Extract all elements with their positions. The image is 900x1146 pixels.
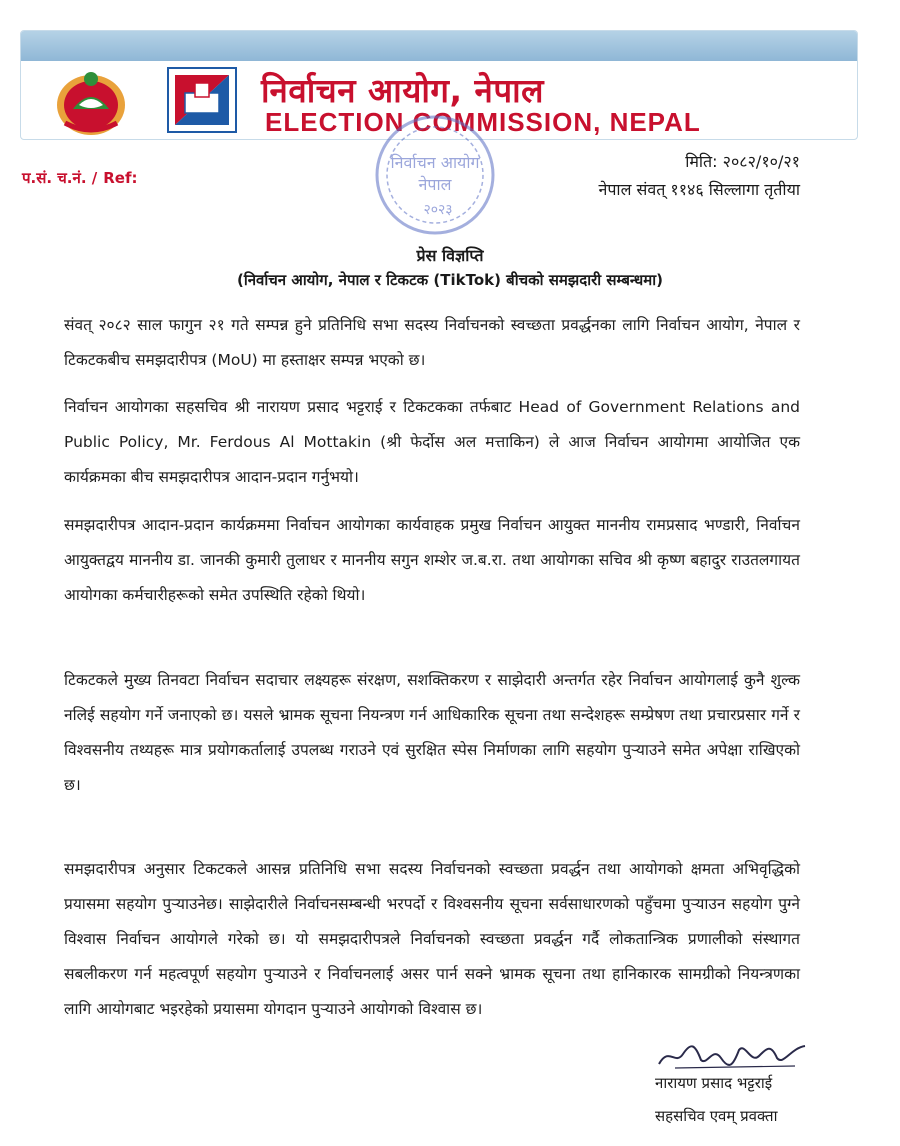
- nepal-sambat-line: नेपाल संवत् ११४६ सिल्लागा तृतीया: [598, 180, 800, 199]
- handwritten-signature: [655, 1036, 810, 1072]
- reference-label-nepali: प.सं. च.नं. /: [22, 169, 98, 187]
- date-block: [598, 148, 800, 204]
- signatory-name: नारायण प्रसाद भट्टराई: [655, 1074, 773, 1092]
- paragraph: टिकटकले मुख्य तिनवटा निर्वाचन सदाचार लक्ष्यहरू संरक्षण, सशक्तिकरण र साझेदारी अन्तर्गत रहेर निर्वाचन आयोगलाई कुनै शुल्क नलिई सहयोग गर्ने जनाएको छ। यसले भ्रामक सूचना नियन्त्रण गर्न आधिकारिक सूचना तथा सन्देशहरू सम्प्रेषण तथा प्रचारप्रसार गर्ने र विश्वसनीय तथ्यहरू मात्र प्रयोगकर्तालाई उपलब्ध गराउने एवं सुरक्षित स्पेस निर्माणका लागि सहयोग पुर्‍याउने समेत अपेक्षा राखिएको छ।: [64, 671, 800, 794]
- commission-name-nepali: निर्वाचन आयोग, नेपाल: [261, 71, 545, 110]
- stamp-line-3: २०२३: [423, 202, 453, 218]
- date-line: मिति: २०८२/१०/२१: [685, 152, 800, 171]
- signatory-designation: सहसचिव एवम् प्रवक्ता: [655, 1107, 778, 1125]
- stamp-line-1: निर्वाचन आयोग: [390, 153, 480, 172]
- document-subtitle: (निर्वाचन आयोग, नेपाल र टिकटक (TikTok) बीचको समझदारी सम्बन्धमा): [236, 271, 663, 289]
- nepal-emblem-icon: [51, 65, 131, 139]
- paragraph: निर्वाचन आयोगका सहसचिव श्री नारायण प्रसाद भट्टराई र टिकटकका तर्फबाट Head of Government Relations and Public Policy, Mr. Ferdous Al Mottakin (श्री फेर्दोस अल मत्ताकिन) ले आज निर्वाचन आयोगमा आयोजित एक कार्यक्रमका बीच समझदारीपत्र आदान-प्रदान गर्नुभयो।: [64, 398, 800, 486]
- commission-name-english: ELECTION COMMISSION, NEPAL: [265, 107, 701, 137]
- reference-label-english: Ref:: [103, 169, 138, 187]
- commission-stamp: [370, 110, 500, 240]
- paragraph: समझदारीपत्र आदान-प्रदान कार्यक्रममा निर्वाचन आयोगका कार्यवाहक प्रमुख निर्वाचन आयुक्त माननीय रामप्रसाद भण्डारी, निर्वाचन आयुक्तद्वय माननीय डा. जानकी कुमारी तुलाधर र माननीय सगुन शम्शेर ज.ब.रा. तथा आयोगका सचिव श्री कृष्ण बहादुर राउतलगायत आयोगका कर्मचारीहरूको समेत उपस्थिति रहेको थियो।: [64, 516, 800, 604]
- stamp-line-2: नेपाल: [418, 175, 452, 194]
- document-title: प्रेस विज्ञप्ति: [416, 246, 484, 265]
- letterhead-strip: [21, 31, 857, 61]
- paragraph: समझदारीपत्र अनुसार टिकटकले आसन्न प्रतिनिधि सभा सदस्य निर्वाचनको स्वच्छता प्रवर्द्धन तथा आयोगको क्षमता अभिवृद्धिको प्रयासमा सहयोग पुर्‍याउनेछ। साझेदारीले निर्वाचनसम्बन्धी भरपर्दो र विश्वसनीय सूचना सर्वसाधारणको पहुँचमा पुर्‍याउन सहयोग पुग्ने विश्वास निर्वाचन आयोगले गरेको छ। यो समझदारीपत्रले निर्वाचनको स्वच्छता प्रवर्द्धन गर्दै लोकतान्त्रिक प्रणालीको संस्थागत सबलीकरण गर्न महत्वपूर्ण सहयोग पुर्‍याउने र निर्वाचनलाई असर पार्न सक्ने भ्रामक सूचना तथा हानिकारक सामग्रीको नियन्त्रणका लागि आयोगबाट भइरहेको प्रयासमा योगदान पुर्‍याउने आयोगको विश्वास छ।: [64, 860, 800, 1018]
- paragraph: संवत् २०८२ साल फागुन २१ गते सम्पन्न हुने प्रतिनिधि सभा सदस्य निर्वाचनको स्वच्छता प्रवर्द्धनका लागि निर्वाचन आयोग, नेपाल र टिकटकबीच समझदारीपत्र (MoU) मा हस्ताक्षर सम्पन्न भएको छ।: [64, 316, 800, 369]
- election-commission-logo-icon: [167, 67, 237, 133]
- reference-number: [22, 168, 143, 188]
